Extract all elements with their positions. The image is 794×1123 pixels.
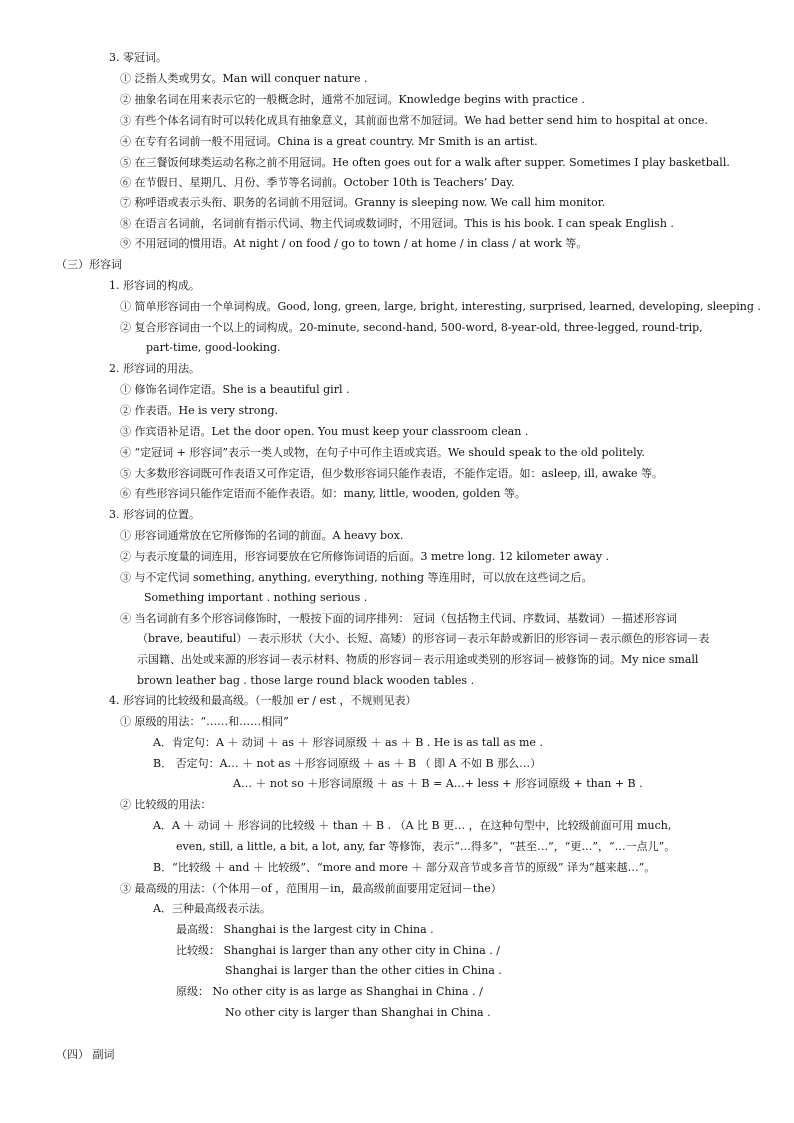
sub-item: B． 否定句：A… ＋ not as ＋形容词原级 ＋ as ＋ B （ 即 A 不如 B 那么…） <box>153 757 542 770</box>
list-item: ② 复合形容词由一个以上的词构成。20-minute, second-hand, 500-word, 8-year-old, three-legged, round-trip, <box>120 321 703 334</box>
list-item: ③ 作宾语补足语。Let the door open. You must keep your classroom clean . <box>120 425 529 438</box>
sub-item-continuation: even, still, a little, a bit, a lot, any, far 等修饰，表示“…得多”，“甚至…”，“更…”，“…一点儿”。 <box>176 840 676 853</box>
sub-item: B．“比较级 ＋ and ＋ 比较级”、“more and more ＋ 部分双音节或多音节的原级” 译为“越来越…”。 <box>153 861 656 874</box>
example-line: 比较级： Shanghai is larger than any other city in China . / <box>176 944 500 957</box>
sub-item: A．肯定句：A ＋ 动词 ＋ as ＋ 形容词原级 ＋ as ＋ B . He is as tall as me . <box>153 736 543 749</box>
list-item: ② 比较级的用法： <box>120 798 212 811</box>
sub-item-continuation: A… ＋ not so ＋形容词原级 ＋ as ＋ B = A…+ less + 形容词原级 + than + B . <box>233 777 643 790</box>
list-item: ⓛ 简单形容词由一个单词构成。Good, long, green, large, bright, interesting, surprised, learned, developing, sleeping . <box>120 300 761 313</box>
section-heading: 2. 形容词的用法。 <box>109 362 200 375</box>
example-line: 最高级： Shanghai is the largest city in China . <box>176 923 434 936</box>
list-item: ② 与表示度量的词连用，形容词要放在它所修饰词语的后面。3 metre long. 12 kilometer away . <box>120 550 610 563</box>
list-item: ⓛ 形容词通常放在它所修饰的名词的前面。A heavy box. <box>120 529 404 542</box>
chapter-heading-adjectives: （三）形容词 <box>56 258 122 271</box>
section-heading: 1. 形容词的构成。 <box>109 279 200 292</box>
sub-item: A．三种最高级表示法。 <box>153 902 271 915</box>
list-item: ⑤ 在三餐饭何球类运动名称之前不用冠词。He often goes out for a walk after supper. Sometimes I play basketball. <box>120 156 730 169</box>
example-line: Shanghai is larger than the other cities in China . <box>225 964 502 977</box>
chapter-heading-adverbs: （四） 副词 <box>56 1048 115 1061</box>
list-item: ② 抽象名词在用来表示它的一般概念时，通常不加冠词。Knowledge begins with practice . <box>120 93 585 106</box>
list-item-continuation: brown leather bag . those large round black wooden tables . <box>137 674 475 687</box>
list-item: ⓛ 原级的用法：“……和……相同” <box>120 715 289 728</box>
list-item: ⑤ 大多数形容词既可作表语又可作定语，但少数形容词只能作表语，不能作定语。如：asleep, ill, awake 等。 <box>120 467 664 480</box>
list-item: ⑧ 在语言名词前，名词前有指示代词、物主代词或数词时，不用冠词。This is his book. I can speak English . <box>120 217 674 230</box>
example-line: No other city is larger than Shanghai in China . <box>225 1006 491 1019</box>
list-item: ⑥ 有些形容词只能作定语而不能作表语。如：many, little, wooden, golden 等。 <box>120 487 526 500</box>
list-item: ④ “定冠词 + 形容词”表示一类人或物，在句子中可作主语或宾语。We should speak to the old politely. <box>120 446 645 459</box>
list-item: ⓛ 修饰名词作定语。She is a beautiful girl . <box>120 383 350 396</box>
list-item-continuation: Something important . nothing serious . <box>144 591 368 604</box>
list-item: ⑥ 在节假日、星期几、月份、季节等名词前。October 10th is Teachers’ Day. <box>120 176 515 189</box>
section-heading: 3. 形容词的位置。 <box>109 508 200 521</box>
section-heading: 4. 形容词的比较级和最高级。（一般加 er / est ，不规则见表） <box>109 694 417 707</box>
example-line: 原级： No other city is as large as Shanghai in China . / <box>176 985 483 998</box>
list-item: ⓛ 泛指人类或男女。Man will conquer nature . <box>120 72 368 85</box>
list-item: ③ 与不定代词 something, anything, everything, nothing 等连用时，可以放在这些词之后。 <box>120 571 593 584</box>
list-item-continuation: 示国籍、出处或来源的形容词－表示材料、物质的形容词－表示用途或类别的形容词－被修饰的词。My nice small <box>137 653 699 666</box>
section-heading-zero-article: 3. 零冠词。 <box>109 51 167 64</box>
list-item-continuation: （brave, beautiful）－表示形状（大小、长短、高矮）的形容词－表示年龄或新旧的形容词－表示颜色的形容词－表 <box>137 632 710 645</box>
list-item: ④ 在专有名词前一般不用冠词。China is a great country. Mr Smith is an artist. <box>120 135 538 148</box>
list-item: ⑨ 不用冠词的惯用语。At night / on food / go to town / at home / in class / at work 等。 <box>120 237 588 250</box>
sub-item: A．A ＋ 动词 ＋ 形容词的比较级 ＋ than ＋ B . （A 比 B 更… ，在这种句型中，比较级前面可用 much, <box>153 819 672 832</box>
list-item: ③ 有些个体名词有时可以转化成具有抽象意义，其前面也常不加冠词。We had better send him to hospital at once. <box>120 114 708 127</box>
list-item: ④ 当名词前有多个形容词修饰时，一般按下面的词序排列： 冠词（包括物主代词、序数词、基数词）－描述形容词 <box>120 612 677 625</box>
list-item: ③ 最高级的用法：（个体用－of ，范围用－in，最高级前面要用定冠词－the） <box>120 882 502 895</box>
list-item-continuation: part-time, good-looking. <box>146 341 281 354</box>
list-item: ⑦ 称呼语或表示头衔、职务的名词前不用冠词。Granny is sleeping now. We call him monitor. <box>120 196 606 209</box>
list-item: ② 作表语。He is very strong. <box>120 404 279 417</box>
